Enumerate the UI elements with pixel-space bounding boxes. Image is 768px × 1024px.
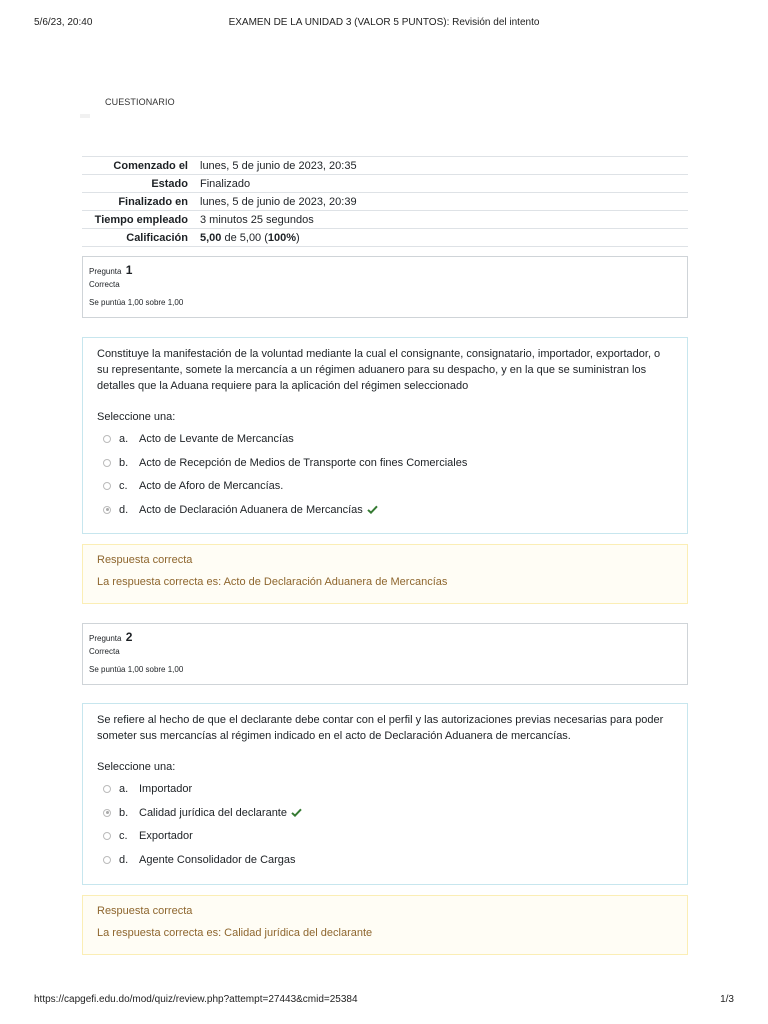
option-text: Acto de Declaración Aduanera de Mercancías: [139, 503, 363, 516]
question-number: [89, 629, 681, 645]
question-prompt: Seleccione una:: [97, 761, 176, 773]
question-prompt: Seleccione una:: [97, 411, 176, 423]
right-answer: La respuesta correcta es: Calidad jurídica del declarante: [97, 927, 373, 939]
answer-option[interactable]: [97, 777, 673, 801]
option-letter: a.: [119, 432, 129, 445]
question-number-value: 2: [125, 630, 133, 644]
summary-value: Finalizado: [194, 175, 688, 193]
grade-mid: de 5,00 (: [221, 231, 268, 244]
breadcrumb[interactable]: CUESTIONARIO: [105, 97, 175, 107]
radio-button[interactable]: [103, 832, 111, 840]
radio-button[interactable]: [103, 459, 111, 467]
summary-row: [82, 211, 688, 229]
grade-score: 5,00: [200, 231, 222, 244]
option-letter: c.: [119, 480, 128, 493]
option-text: Acto de Recepción de Medios de Transporte con fines Comerciales: [139, 456, 468, 469]
summary-value: lunes, 5 de junio de 2023, 20:39: [194, 193, 688, 211]
attempt-summary-table: [82, 156, 688, 247]
summary-label: Comenzado el: [82, 157, 194, 175]
question-state: Correcta: [89, 280, 120, 289]
feedback-text: Respuesta correcta: [97, 905, 193, 917]
grade-percent: 100%: [267, 231, 297, 244]
question-info: [82, 256, 688, 318]
question-label: Pregunta: [89, 634, 122, 643]
answer-option[interactable]: [97, 801, 673, 825]
option-text: Calidad jurídica del declarante: [139, 806, 287, 819]
option-letter: d.: [119, 503, 129, 516]
answer-option[interactable]: [97, 451, 673, 475]
question-grade: Se puntúa 1,00 sobre 1,00: [89, 298, 184, 307]
question-number-value: 1: [125, 263, 133, 277]
feedback-text: Respuesta correcta: [97, 554, 193, 566]
question-grade: Se puntúa 1,00 sobre 1,00: [89, 665, 184, 674]
summary-label: Estado: [82, 175, 194, 193]
option-letter: a.: [119, 782, 129, 795]
question-state: Correcta: [89, 647, 120, 656]
summary-row: [82, 175, 688, 193]
check-icon: [367, 505, 378, 514]
answer-option[interactable]: [97, 824, 673, 848]
answer-options: [97, 427, 673, 522]
question-text: Se refiere al hecho de que el declarante debe contar con el perfil y las autorizaciones previas necesarias para poder someter sus mercancías al régimen indicado en el acto de Declaración Aduanera de mercancías.: [97, 714, 664, 742]
summary-value: lunes, 5 de junio de 2023, 20:35: [194, 157, 688, 175]
print-header: [34, 17, 734, 31]
summary-label: Calificación: [82, 229, 194, 247]
page-url: https://capgefi.edu.do/mod/quiz/review.php?attempt=27443&cmid=25384: [34, 994, 358, 1005]
check-icon: [291, 808, 302, 817]
summary-label: Tiempo empleado: [82, 211, 194, 229]
summary-row: [82, 193, 688, 211]
option-text: Agente Consolidador de Cargas: [139, 853, 296, 866]
right-answer: La respuesta correcta es: Acto de Declaración Aduanera de Mercancías: [97, 576, 448, 588]
option-text: Acto de Aforo de Mercancías.: [139, 480, 284, 493]
answer-option[interactable]: [97, 848, 673, 872]
option-text: Importador: [139, 782, 193, 795]
radio-button[interactable]: [103, 482, 111, 490]
question-label: Pregunta: [89, 267, 122, 276]
print-footer: [34, 994, 734, 1008]
question-text: Constituye la manifestación de la voluntad mediante la cual el consignante, consignatario, importador, exportador, o su representante, somete la mercancía a un régimen aduanero para su despacho, y en la que se suministran los detalles que la Aduana requiere para la aplicación del régimen seleccionado: [97, 348, 661, 392]
summary-label: Finalizado en: [82, 193, 194, 211]
summary-value: 3 minutos 25 segundos: [194, 211, 688, 229]
decorative-mark: [80, 114, 90, 118]
summary-row: [82, 157, 688, 175]
summary-grade: [194, 229, 688, 247]
radio-button-selected[interactable]: [103, 506, 111, 514]
option-letter: c.: [119, 830, 128, 843]
question-number: [89, 262, 681, 278]
question-outcome: [82, 544, 688, 604]
page-number: 1/3: [720, 994, 734, 1005]
answer-option[interactable]: [97, 427, 673, 451]
print-date: 5/6/23, 20:40: [34, 17, 93, 28]
answer-option[interactable]: [97, 498, 673, 522]
option-text: Acto de Levante de Mercancías: [139, 432, 294, 445]
option-text: Exportador: [139, 830, 193, 843]
radio-button[interactable]: [103, 856, 111, 864]
radio-button[interactable]: [103, 785, 111, 793]
radio-button-selected[interactable]: [103, 809, 111, 817]
print-title: EXAMEN DE LA UNIDAD 3 (VALOR 5 PUNTOS): Revisión del intento: [228, 17, 540, 28]
question-outcome: [82, 895, 688, 955]
summary-row: [82, 229, 688, 247]
question-formulation: [82, 703, 688, 885]
question-info: [82, 623, 688, 685]
question-formulation: [82, 337, 688, 534]
option-letter: b.: [119, 456, 129, 469]
option-letter: b.: [119, 806, 129, 819]
answer-option[interactable]: [97, 474, 673, 498]
grade-end: ): [296, 231, 300, 244]
option-letter: d.: [119, 853, 129, 866]
radio-button[interactable]: [103, 435, 111, 443]
answer-options: [97, 777, 673, 872]
